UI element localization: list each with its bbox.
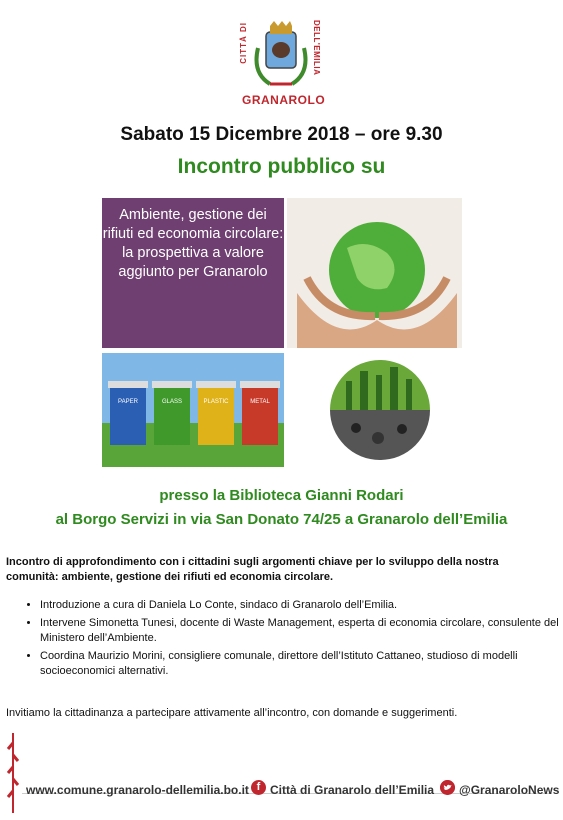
bin-lid	[152, 381, 192, 388]
list-item: • Coordina Maurizio Morini, consigliere comunale, direttore dell’Istituto Cattaneo, studioso di modelli socioeconomici alternativi.	[40, 649, 563, 679]
wheat-decoration-icon	[6, 733, 20, 813]
event-date: Sabato 15 Dicembre 2018 – ore 9.30	[120, 124, 443, 145]
speakers-list	[6, 598, 563, 682]
bin-label: PAPER	[118, 399, 138, 405]
invite-paragraph: Invitiamo la cittadinanza a partecipare attivamente all’incontro, con domande e suggerimenti.	[6, 707, 458, 719]
list-item: • Introduzione a cura di Daniela Lo Conte, sindaco di Granarolo dell’Emilia.	[40, 598, 563, 613]
topic-box: Ambiente, gestione dei rifiuti ed economia circolare: la prospettiva a valore aggiunto per Granarolo	[102, 198, 284, 348]
bin-label: PLASTIC	[203, 399, 229, 405]
venue-line-2: al Borgo Servizi in via San Donato 74/25 a Granarolo dell’Emilia	[55, 511, 508, 528]
venue-line-1: presso la Biblioteca Gianni Rodari	[159, 487, 404, 504]
event-title: Incontro pubblico su	[177, 155, 386, 178]
bin-metal	[242, 387, 278, 445]
twitter-icon	[440, 780, 455, 795]
bin-lid	[240, 381, 280, 388]
bin-label: GLASS	[161, 399, 183, 405]
list-item: • Intervene Simonetta Tunesi, docente di Waste Management, esperta di economia circolare, consulente del Ministero dell’Ambiente.	[40, 616, 563, 646]
bin-plastic	[198, 387, 234, 445]
intro-paragraph: Incontro di approfondimento con i cittadini sugli argomenti chiave per lo sviluppo della nostra comunità: ambiente, gestione dei rifiuti ed economia circolare.	[6, 556, 499, 583]
logo-text-citta-di: CITTÀ DI	[239, 22, 248, 64]
twitter-link[interactable]: @GranaroloNews	[459, 783, 560, 797]
bin-glass	[154, 387, 190, 445]
bin-label: METAL	[250, 399, 270, 405]
recycling-bins-image	[102, 353, 284, 467]
city-waste-globe-image	[316, 353, 444, 467]
logo-text-granarolo: GRANAROLO	[242, 93, 326, 107]
bin-paper	[110, 387, 146, 445]
bin-lid	[108, 381, 148, 388]
logo-text-dellemilia: DELL'EMILIA	[312, 20, 321, 76]
facebook-icon: f	[251, 780, 266, 795]
hands-globe-image	[287, 198, 462, 348]
facebook-link[interactable]: Città di Granarolo dell’Emilia	[270, 783, 435, 797]
website-link[interactable]: www.comune.granarolo-dellemilia.bo.it	[26, 783, 249, 797]
bin-lid	[196, 381, 236, 388]
